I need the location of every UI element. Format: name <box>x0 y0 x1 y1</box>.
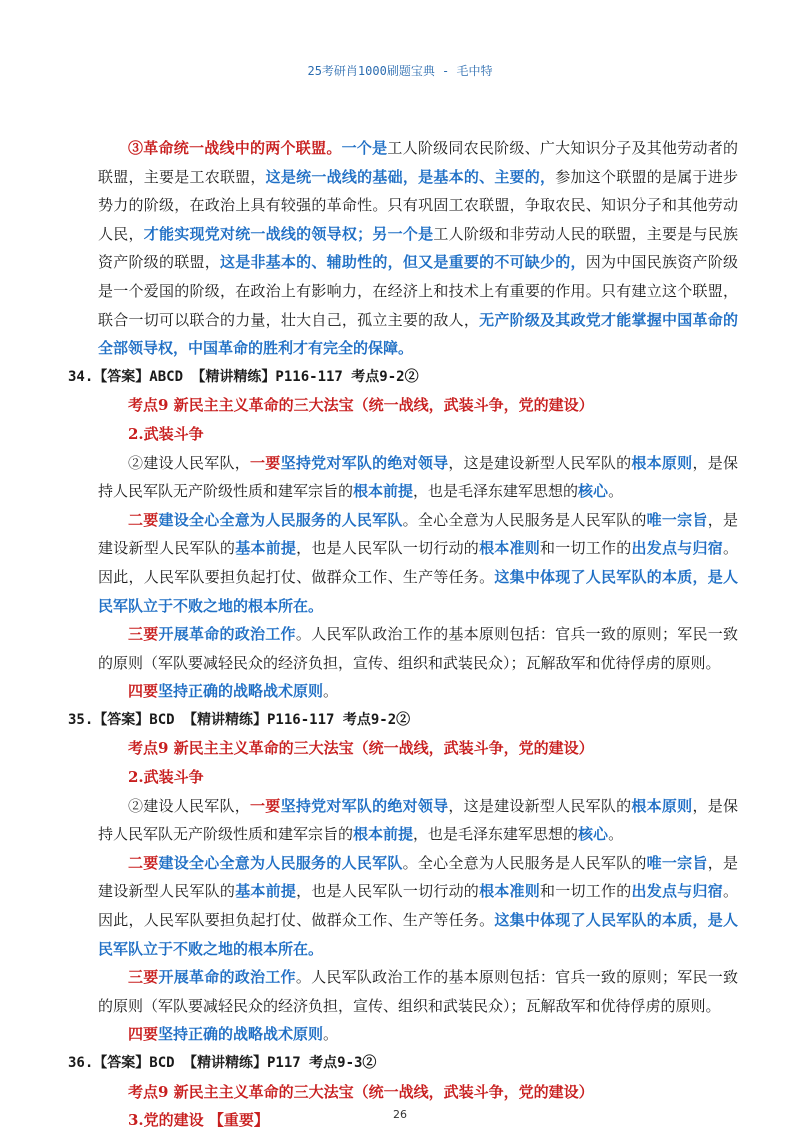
page-header: 25考研肖1000刷题宝典 - 毛中特 <box>307 64 493 78</box>
q34-paragraph-1: ②建设人民军队，一要坚持党对军队的绝对领导，这是建设新型人民军队的根本原则，是保持人民军队无产阶级性质和建军宗旨的根本前提，也是毛泽东建军思想的核心。 <box>98 453 738 501</box>
q35-paragraph-4: 四要坚持正确的战略战术原则。 <box>128 1025 339 1044</box>
intro-paragraph: ③革命统一战线中的两个联盟。一个是工人阶级同农民阶级、广大知识分子及其他劳动者的联盟，主要是工农联盟，这是统一战线的基础，是基本的、主要的，参加这个联盟的是属于进步势力的阶级，在政治上具有较强的革命性。只有巩固工农联盟，争取农民、知识分子和其他劳动人民，才能实现党对统一战线的领导权；另一个是工人阶级和非劳动人民的联盟，主要是与民族资产阶级的联盟，这是非基本的、辅助性的，但又是重要的不可缺少的，因为中国民族资产阶级是一个爱国的阶级，在政治上有影响力，在经济上和技术上有重要的作用。只有建立这个联盟，联合一切可以联合的力量，壮大自己，孤立主要的敌人，无产阶级及其政党才能掌握中国革命的全部领导权，中国革命的胜利才有完全的保障。 <box>98 139 738 358</box>
answer-heading-36: 36.【答案】BCD 【精讲精练】P117 考点9-3② <box>68 1055 377 1071</box>
q35-paragraph-1: ②建设人民军队，一要坚持党对军队的绝对领导，这是建设新型人民军队的根本原则，是保持人民军队无产阶级性质和建军宗旨的根本前提，也是毛泽东建军思想的核心。 <box>98 796 738 844</box>
topic-title-35: 考点9 新民主主义革命的三大法宝（统一战线，武装斗争，党的建设） <box>128 739 594 758</box>
q34-paragraph-4: 四要坚持正确的战略战术原则。 <box>128 682 339 701</box>
page-number: 26 <box>393 1108 407 1121</box>
q34-paragraph-2: 二要建设全心全意为人民服务的人民军队。全心全意为人民服务是人民军队的唯一宗旨，是建设新型人民军队的基本前提，也是人民军队一切行动的根本准则和一切工作的出发点与归宿。因此，人民军队要担负起打仗、做群众工作、生产等任务。这集中体现了人民军队的本质，是人民军队立于不败之地的根本所在。 <box>98 510 738 615</box>
answer-content <box>68 134 738 1135</box>
subtopic-36: 3.党的建设 【重要】 <box>128 1111 269 1130</box>
subtopic-34: 2.武装斗争 <box>128 424 204 443</box>
answer-heading-35: 35.【答案】BCD 【精讲精练】P116-117 考点9-2② <box>68 711 411 728</box>
answer-heading-34: 34.【答案】ABCD 【精讲精练】P116-117 考点9-2② <box>68 368 419 385</box>
topic-title-34: 考点9 新民主主义革命的三大法宝（统一战线，武装斗争，党的建设） <box>128 396 594 415</box>
topic-title-36: 考点9 新民主主义革命的三大法宝（统一战线，武装斗争，党的建设） <box>128 1082 594 1101</box>
q35-paragraph-3: 三要开展革命的政治工作。人民军队政治工作的基本原则包括：官兵一致的原则；军民一致的原则（军队要减轻民众的经济负担，宣传、组织和武装民众）；瓦解敌军和优待俘虏的原则。 <box>98 968 738 1015</box>
q35-paragraph-2: 二要建设全心全意为人民服务的人民军队。全心全意为人民服务是人民军队的唯一宗旨，是建设新型人民军队的基本前提，也是人民军队一切行动的根本准则和一切工作的出发点与归宿。因此，人民军队要担负起打仗、做群众工作、生产等任务。这集中体现了人民军队的本质，是人民军队立于不败之地的根本所在。 <box>98 853 738 958</box>
subtopic-35: 2.武装斗争 <box>128 768 204 787</box>
q34-paragraph-3: 三要开展革命的政治工作。人民军队政治工作的基本原则包括：官兵一致的原则；军民一致的原则（军队要减轻民众的经济负担，宣传、组织和武装民众）；瓦解敌军和优待俘虏的原则。 <box>98 625 738 672</box>
